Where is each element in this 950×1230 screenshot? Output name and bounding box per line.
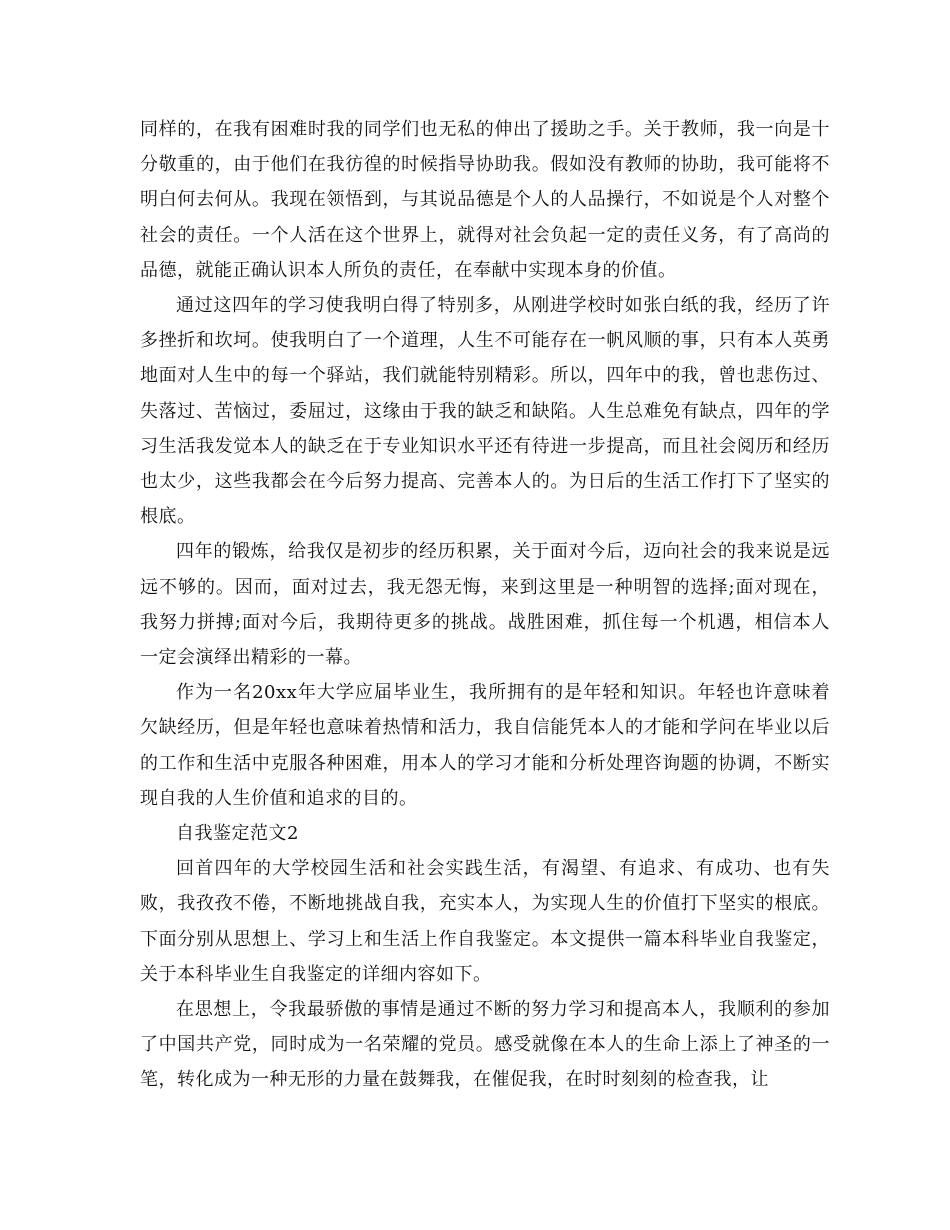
paragraph-4: 作为一名20xx年大学应届毕业生，我所拥有的是年轻和知识。年轻也许意味着欠缺经历，但是年轻也意味着热情和活力，我自信能凭本人的才能和学问在毕业以后的工作和生活中克服各种困难，用本人的学习才能和分析处理咨询题的协调，不断实现自我的人生价值和追求的目的。 bbox=[140, 682, 830, 809]
paragraph-6: 在思想上，令我最骄傲的事情是通过不断的努力学习和提高本人，我顺利的参加了中国共产党，同时成为一名荣耀的党员。感受就像在本人的生命上添上了神圣的一笔，转化成为一种无形的力量在鼓舞我，在催促我，在时时刻刻的检查我，让 bbox=[140, 999, 830, 1091]
section-heading: 自我鉴定范文2 bbox=[176, 823, 299, 845]
paragraph-3: 四年的锻炼，给我仅是初步的经历积累，关于面对今后，迈向社会的我来说是远远不够的。因而，面对过去，我无怨无悔，来到这里是一种明智的选择;面对现在，我努力拼搏;面对今后，我期待更多的挑战。战胜困难，抓住每一个机遇，相信本人一定会演绎出精彩的一幕。 bbox=[140, 541, 830, 669]
document-body bbox=[140, 112, 830, 1098]
paragraph-1: 同样的，在我有困难时我的同学们也无私的伸出了援助之手。关于教师，我一向是十分敬重的，由于他们在我彷徨的时候指导协助我。假如没有教师的协助，我可能将不明白何去何从。我现在领悟到，与其说品德是个人的人品操行，不如说是个人对整个社会的责任。一个人活在这个世界上，就得对社会负起一定的责任义务，有了高尚的品德，就能正确认识本人所负的责任，在奉献中实现本身的价值。 bbox=[140, 119, 830, 281]
paragraph-5: 回首四年的大学校园生活和社会实践生活，有渴望、有追求、有成功、也有失败，我孜孜不倦，不断地挑战自我，充实本人，为实现人生的价值打下坚实的根底。下面分别从思想上、学习上和生活上作自我鉴定。本文提供一篇本科毕业自我鉴定，关于本科毕业生自我鉴定的详细内容如下。 bbox=[140, 858, 830, 985]
paragraph-2: 通过这四年的学习使我明白得了特别多，从刚进学校时如张白纸的我，经历了许多挫折和坎坷。使我明白了一个道理，人生不可能存在一帆风顺的事，只有本人英勇地面对人生中的每一个驿站，我们就能特别精彩。所以，四年中的我，曾也悲伤过、失落过、苦恼过，委屈过，这缘由于我的缺乏和缺陷。人生总难免有缺点，四年的学习生活我发觉本人的缺乏在于专业知识水平还有待进一步提高，而且社会阅历和经历也太少，这些我都会在今后努力提高、完善本人的。为日后的生活工作打下了坚实的根底。 bbox=[140, 295, 830, 528]
